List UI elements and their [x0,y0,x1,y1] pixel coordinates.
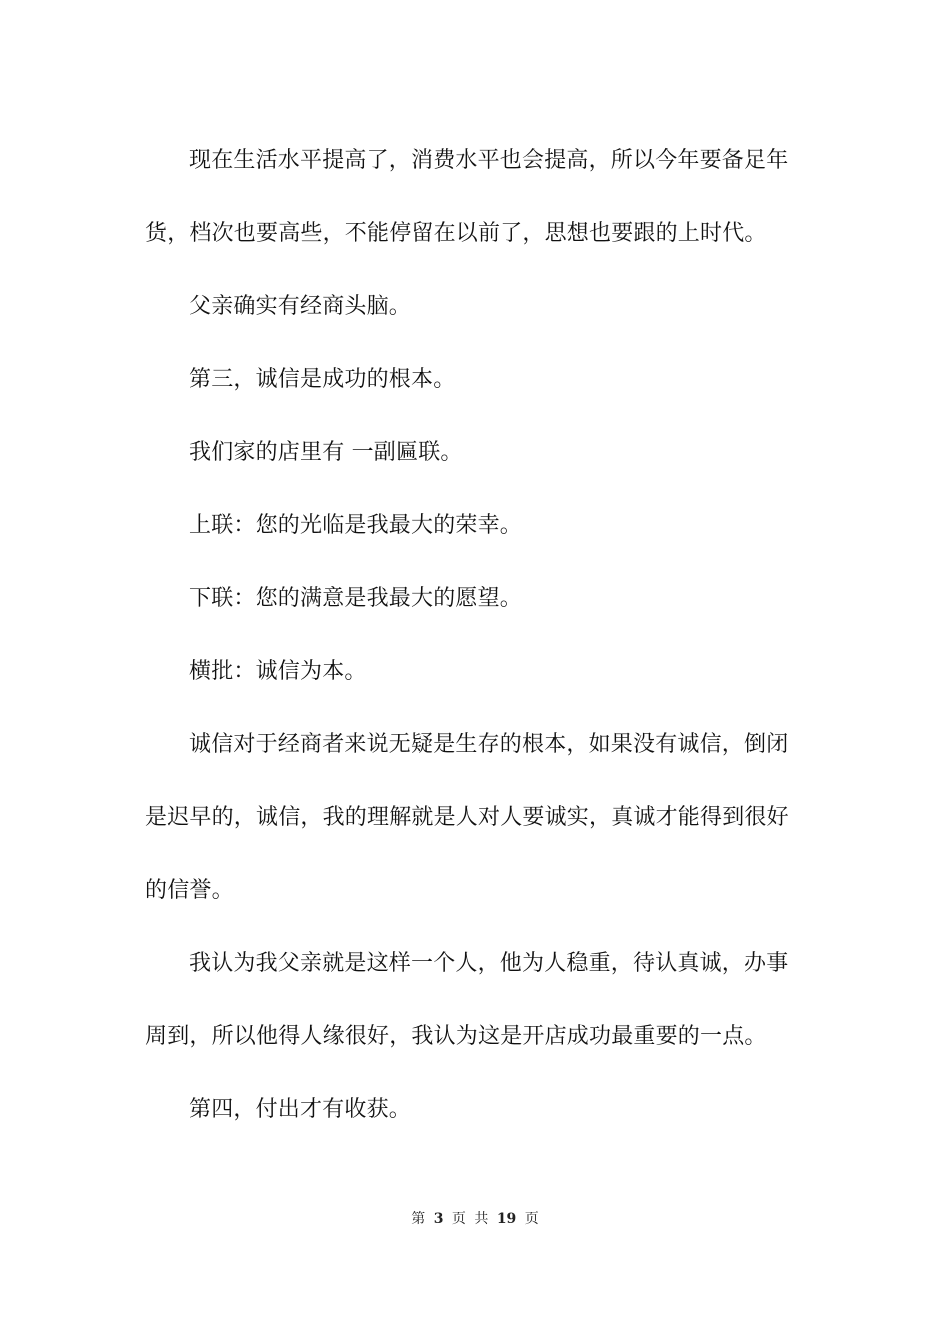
page-footer [0,1208,950,1228]
footer-middle: 页 共 [451,1211,489,1227]
paragraph: 上联：您的光临是我最大的荣幸。 [189,513,523,538]
footer-prefix: 第 [411,1211,426,1227]
total-pages-number: 19 [496,1211,517,1227]
paragraph: 第三，诚信是成功的根本。 [189,367,456,392]
current-page-number: 3 [433,1211,444,1227]
paragraph: 我们家的店里有 一副匾联。 [189,440,463,465]
footer-suffix: 页 [524,1211,539,1227]
paragraph: 现在生活水平提高了，消费水平也会提高，所以今年要备足年货，档次也要高些，不能停留在以前了，思想也要跟的上时代。 [145,148,789,246]
paragraph: 父亲确实有经商头脑。 [189,294,412,319]
paragraph: 横批：诚信为本。 [189,659,367,684]
paragraph: 第四，付出才有收获。 [189,1097,412,1122]
document-body [145,124,810,1146]
paragraph: 下联：您的满意是我最大的愿望。 [189,586,523,611]
paragraph: 诚信对于经商者来说无疑是生存的根本，如果没有诚信，倒闭是迟早的，诚信，我的理解就是人对人要诚实，真诚才能得到很好的信誉。 [145,732,789,903]
paragraph: 我认为我父亲就是这样一个人，他为人稳重，待认真诚，办事周到，所以他得人缘很好，我认为这是开店成功最重要的一点。 [145,951,789,1049]
